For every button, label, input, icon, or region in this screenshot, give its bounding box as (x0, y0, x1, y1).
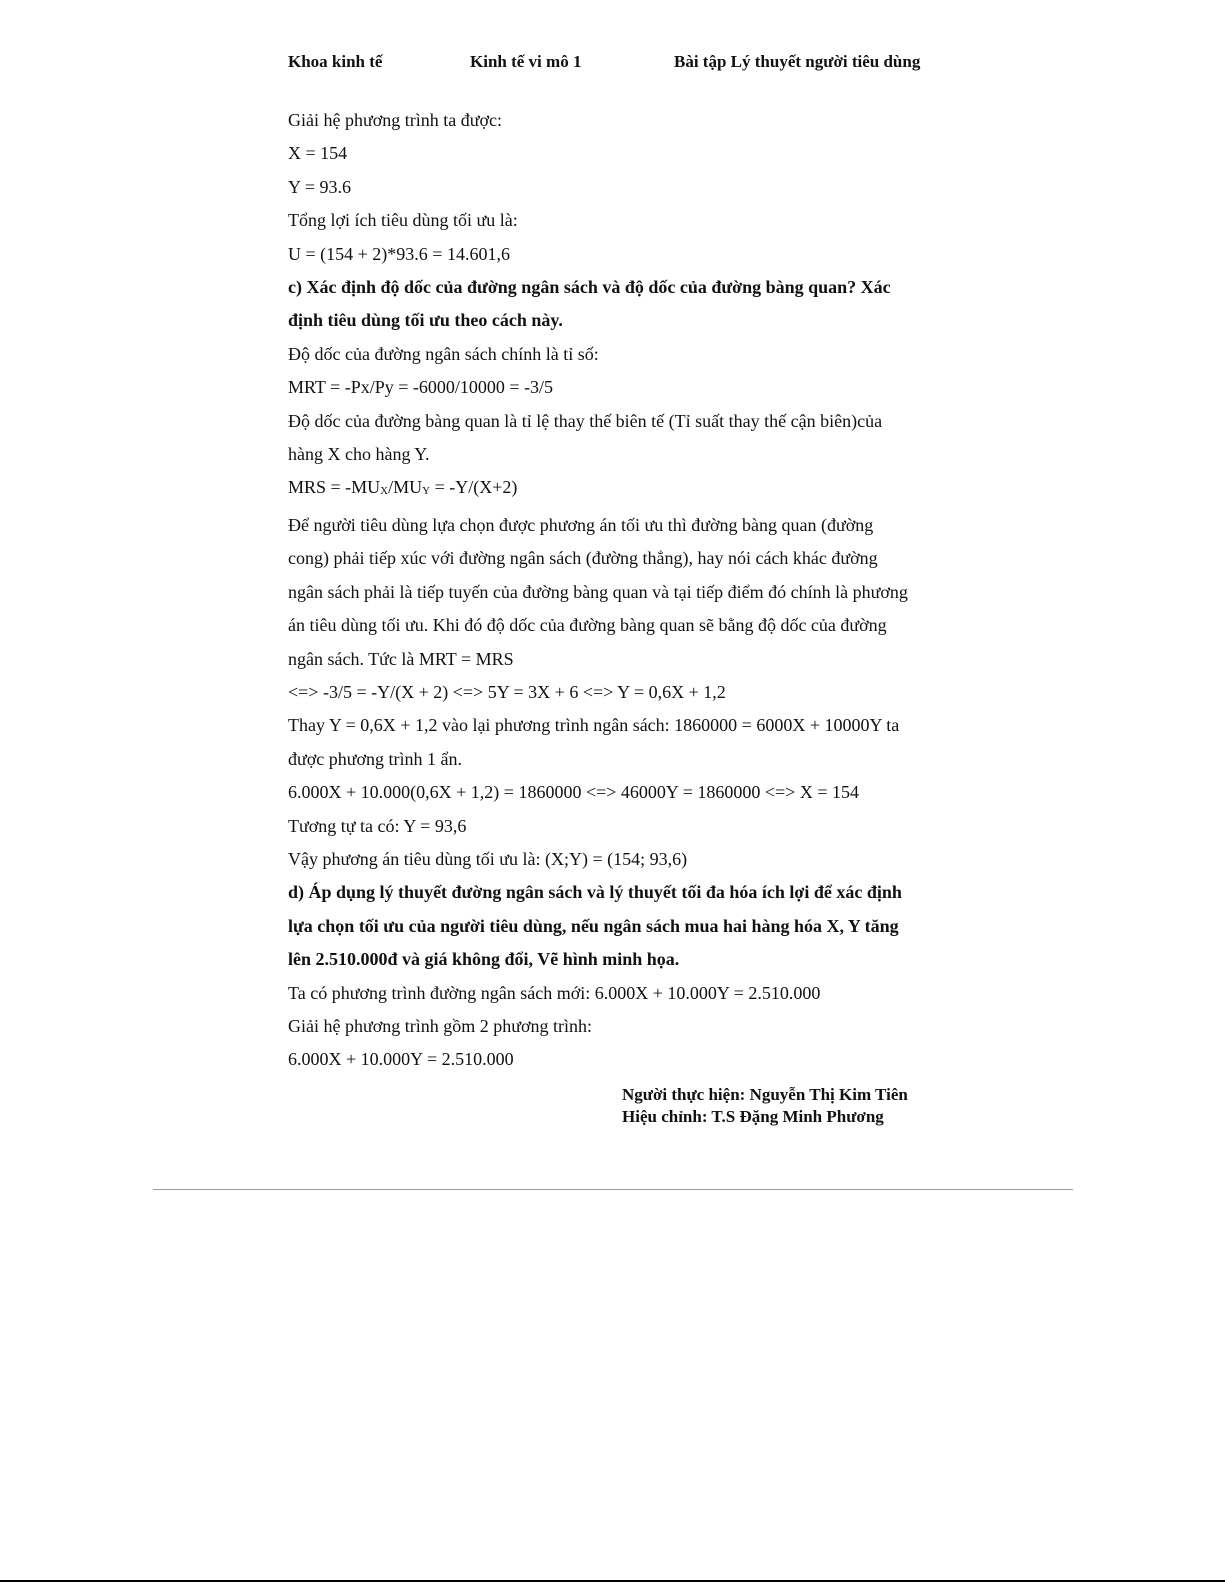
text-line: ngân sách. Tức là MRT = MRS (288, 648, 514, 669)
equation-line: 6.000X + 10.000(0,6X + 1,2) = 1860000 <=> 46000Y = 1860000 <=> X = 154 (288, 782, 859, 803)
question-heading: c) Xác định độ dốc của đường ngân sách và độ dốc của đường bàng quan? Xác (288, 277, 891, 298)
page-bottom-border (0, 1580, 1225, 1582)
text-line: Giải hệ phương trình ta được: (288, 110, 503, 130)
question-heading: d) Áp dụng lý thuyết đường ngân sách và lý thuyết tối đa hóa ích lợi để xác định (288, 882, 902, 903)
text-line: được phương trình 1 ẩn. (288, 748, 463, 769)
text-line: Giải hệ phương trình gồm 2 phương trình: (288, 1015, 593, 1036)
text-line: Vậy phương án tiêu dùng tối ưu là: (X;Y) = (154; 93,6) (288, 848, 688, 869)
subscript: Y (422, 485, 431, 498)
page-header (288, 52, 968, 78)
text-line: hàng X cho hàng Y. (288, 444, 430, 465)
page-divider (153, 1189, 1073, 1190)
mrs-part: MRS = -MU (288, 477, 381, 498)
text-line: Ta có phương trình đường ngân sách mới: 6.000X + 10.000Y = 2.510.000 (288, 982, 821, 1003)
text-line: Thay Y = 0,6X + 1,2 vào lại phương trình ngân sách: 1860000 = 6000X + 10000Y ta (288, 715, 900, 736)
equation-line (288, 471, 968, 508)
author-credit: Người thực hiện: Nguyễn Thị Kim Tiên (622, 1085, 908, 1104)
header-course: Kinh tế vi mô 1 (470, 52, 582, 71)
signature-block (622, 1084, 908, 1128)
equation-line: 6.000X + 10.000Y = 2.510.000 (288, 1049, 514, 1070)
question-heading: định tiêu dùng tối ưu theo cách này. (288, 310, 563, 331)
question-heading: lựa chọn tối ưu của người tiêu dùng, nếu ngân sách mua hai hàng hóa X, Y tăng (288, 915, 899, 936)
text-line: Tổng lợi ích tiêu dùng tối ưu là: (288, 210, 518, 231)
text-line: án tiêu dùng tối ưu. Khi đó độ dốc của đường bàng quan sẽ bằng độ dốc của đường (288, 615, 887, 636)
text-line: cong) phải tiếp xúc với đường ngân sách (đường thẳng), hay nói cách khác đường (288, 548, 878, 569)
equation-line: X = 154 (288, 143, 348, 164)
equation-line: MRT = -Px/Py = -6000/10000 = -3/5 (288, 377, 554, 398)
mrs-part: = -Y/(X+2) (430, 477, 518, 498)
header-topic: Bài tập Lý thuyết người tiêu dùng (674, 52, 921, 71)
text-line: Để người tiêu dùng lựa chọn được phương án tối ưu thì đường bàng quan (đường (288, 514, 874, 535)
header-faculty: Khoa kinh tế (288, 52, 383, 71)
equation-line: <=> -3/5 = -Y/(X + 2) <=> 5Y = 3X + 6 <=> Y = 0,6X + 1,2 (288, 681, 726, 702)
text-line: Tương tự ta có: Y = 93,6 (288, 815, 467, 836)
equation-line: U = (154 + 2)*93.6 = 14.601,6 (288, 243, 510, 264)
document-body (288, 104, 968, 1077)
mrs-part: /MU (388, 477, 423, 498)
subscript: X (380, 485, 389, 498)
text-line: ngân sách phải là tiếp tuyến của đường bàng quan và tại tiếp điểm đó chính là phương (288, 581, 908, 602)
question-heading: lên 2.510.000đ và giá không đổi, Vẽ hình minh họa. (288, 949, 680, 970)
text-line: Độ dốc của đường ngân sách chính là tỉ số: (288, 343, 599, 364)
equation-line: Y = 93.6 (288, 176, 351, 197)
editor-credit: Hiệu chỉnh: T.S Đặng Minh Phương (622, 1107, 884, 1126)
text-line: Độ dốc của đường bàng quan là tỉ lệ thay thế biên tế (Tỉ suất thay thế cận biên)của (288, 410, 883, 431)
